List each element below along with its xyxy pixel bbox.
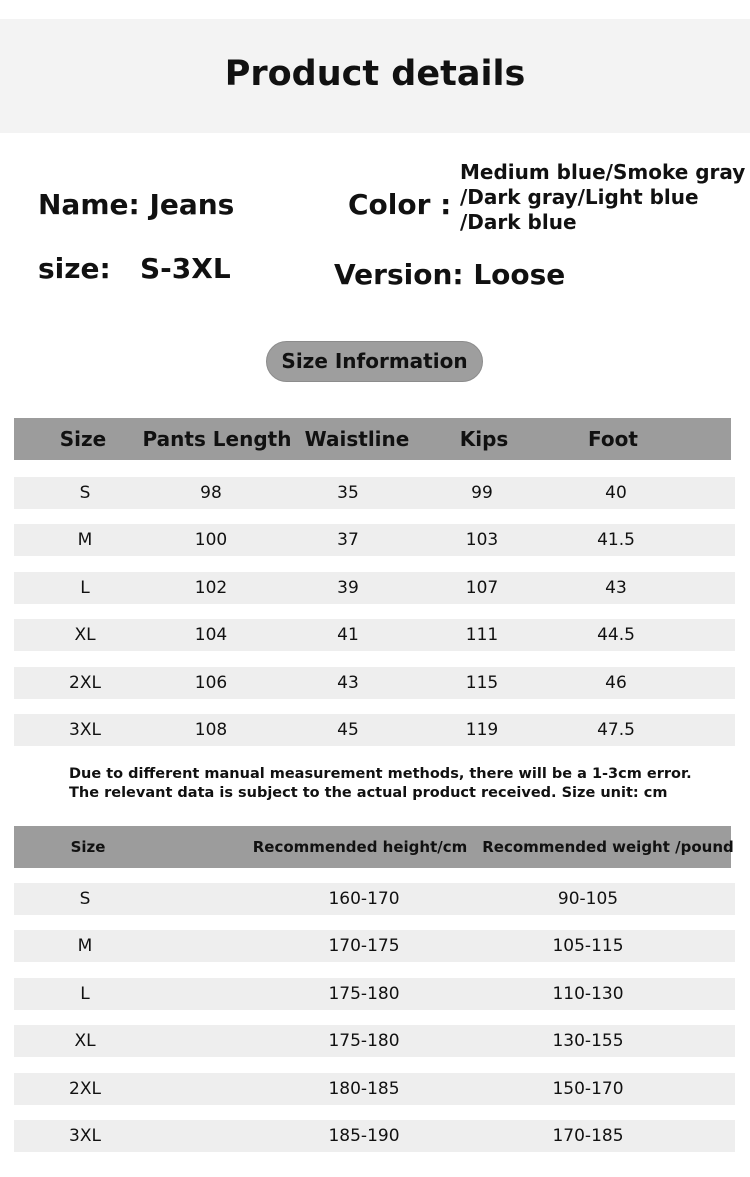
- header-pants-length: Pants Length: [142, 427, 292, 451]
- table-row: [14, 524, 735, 556]
- cell-weight: 150-170: [552, 1079, 624, 1099]
- table-row: [14, 930, 735, 962]
- cell-kips: 119: [465, 720, 499, 740]
- cell-size: L: [80, 578, 90, 598]
- cell-size: 3XL: [69, 720, 101, 740]
- cell-size: M: [77, 530, 93, 550]
- cell-pants-length: 106: [194, 673, 228, 693]
- cell-pants-length: 100: [194, 530, 228, 550]
- cell-height: 185-190: [328, 1126, 400, 1146]
- table-row: [14, 1025, 735, 1057]
- cell-height: 175-180: [328, 984, 400, 1004]
- cell-pants-length: 104: [194, 625, 228, 645]
- cell-size: S: [79, 483, 91, 503]
- cell-size: S: [79, 889, 91, 909]
- table-row: [14, 978, 735, 1010]
- cell-weight: 110-130: [552, 984, 624, 1004]
- cell-size: 2XL: [69, 673, 101, 693]
- cell-kips: 111: [465, 625, 499, 645]
- product-size-range: size: S-3XL: [38, 252, 231, 285]
- page-title: Product details: [224, 54, 526, 94]
- cell-kips: 99: [471, 483, 493, 503]
- table-row: [14, 714, 735, 746]
- measurement-note: [69, 765, 692, 803]
- note-line: Due to different manual measurement methods, there will be a 1-3cm error.: [69, 766, 692, 782]
- cell-waistline: 37: [337, 530, 359, 550]
- cell-size: M: [77, 936, 93, 956]
- cell-foot: 40: [605, 483, 627, 503]
- color-options: [460, 160, 745, 235]
- table-row: [14, 477, 735, 509]
- cell-foot: 44.5: [597, 625, 635, 645]
- cell-weight: 90-105: [557, 889, 619, 909]
- cell-size: XL: [74, 625, 96, 645]
- cell-foot: 41.5: [597, 530, 635, 550]
- cell-foot: 47.5: [597, 720, 635, 740]
- cell-waistline: 39: [337, 578, 359, 598]
- cell-waistline: 35: [337, 483, 359, 503]
- header-size: Size: [59, 427, 107, 451]
- cell-waistline: 41: [337, 625, 359, 645]
- cell-waistline: 45: [337, 720, 359, 740]
- cell-height: 170-175: [328, 936, 400, 956]
- cell-foot: 46: [605, 673, 627, 693]
- header-waistline: Waistline: [304, 427, 410, 451]
- header-kips: Kips: [459, 427, 509, 451]
- color-option-line: /Dark gray/Light blue: [460, 185, 699, 209]
- cell-weight: 105-115: [552, 936, 624, 956]
- table-row: [14, 667, 735, 699]
- color-option-line: /Dark blue: [460, 210, 577, 234]
- note-line: The relevant data is subject to the actual product received. Size unit: cm: [69, 785, 668, 801]
- cell-height: 175-180: [328, 1031, 400, 1051]
- cell-weight: 170-185: [552, 1126, 624, 1146]
- header-recommended-height: Recommended height/cm: [252, 838, 468, 856]
- table-row: [14, 883, 735, 915]
- cell-size: 3XL: [69, 1126, 101, 1146]
- color-label: Color :: [348, 188, 452, 221]
- cell-height: 160-170: [328, 889, 400, 909]
- cell-height: 180-185: [328, 1079, 400, 1099]
- size-information-pill: Size Information: [266, 341, 483, 382]
- header-foot: Foot: [588, 427, 638, 451]
- table-row: [14, 572, 735, 604]
- cell-pants-length: 102: [194, 578, 228, 598]
- product-version: Version: Loose: [334, 258, 566, 291]
- cell-size: XL: [74, 1031, 96, 1051]
- cell-size: L: [80, 984, 90, 1004]
- cell-waistline: 43: [337, 673, 359, 693]
- table-row: [14, 1120, 735, 1152]
- cell-foot: 43: [605, 578, 627, 598]
- header-size: Size: [70, 838, 106, 856]
- cell-pants-length: 108: [194, 720, 228, 740]
- product-name: Name: Jeans: [38, 188, 235, 221]
- cell-weight: 130-155: [552, 1031, 624, 1051]
- cell-kips: 115: [465, 673, 499, 693]
- recommendation-table-header: [14, 826, 734, 868]
- color-option-line: Medium blue/Smoke gray: [460, 160, 746, 184]
- cell-kips: 103: [465, 530, 499, 550]
- cell-size: 2XL: [69, 1079, 101, 1099]
- table-row: [14, 1073, 735, 1105]
- header-recommended-weight: Recommended weight /pound: [482, 838, 734, 856]
- cell-kips: 107: [465, 578, 499, 598]
- cell-pants-length: 98: [200, 483, 222, 503]
- size-table-header: [14, 418, 731, 460]
- table-row: [14, 619, 735, 651]
